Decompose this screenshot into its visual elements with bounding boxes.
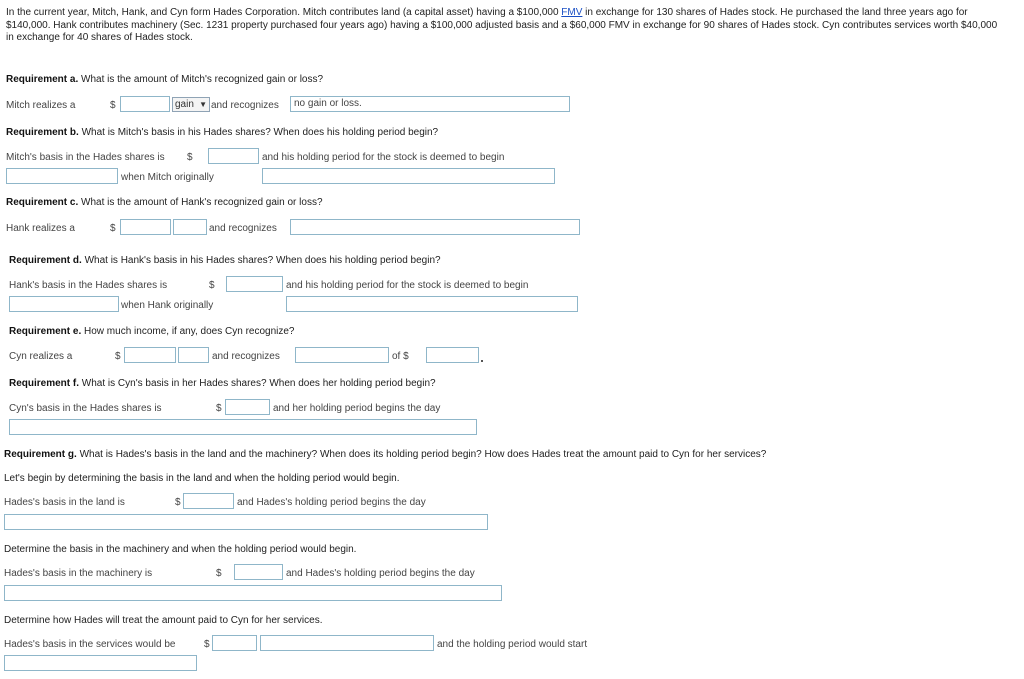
requirement-f-heading <box>9 378 436 389</box>
land-intro-text: Let's begin by determining the basis in the land and when the holding period would begin. <box>4 473 400 484</box>
fmv-link[interactable]: FMV <box>561 7 583 18</box>
dollar-sign: $ <box>115 351 121 362</box>
dollar-sign: $ <box>187 152 193 163</box>
cyn-realized-amount-input[interactable] <box>124 347 176 363</box>
chevron-down-icon: ▼ <box>199 100 207 109</box>
services-treatment-select[interactable] <box>260 635 434 651</box>
requirement-f-title: Requirement f. <box>9 378 80 389</box>
services-holding-label: and the holding period would start <box>437 639 588 650</box>
services-basis-label: Hades's basis in the services would be <box>4 639 176 650</box>
requirement-g-heading <box>4 449 766 460</box>
hank-recognized-input[interactable] <box>290 219 580 235</box>
machinery-basis-input[interactable] <box>234 564 283 580</box>
cyn-income-amount-input[interactable] <box>426 347 479 363</box>
requirement-c-heading <box>6 197 323 208</box>
requirement-d-heading <box>9 255 441 266</box>
requirement-e-heading <box>9 326 295 337</box>
hank-recognizes-label: and recognizes <box>209 223 277 234</box>
land-basis-label: Hades's basis in the land is <box>4 497 125 508</box>
requirement-d-title: Requirement d. <box>9 255 82 266</box>
cyn-holding-label: and her holding period begins the day <box>273 403 441 414</box>
requirement-g-question: What is Hades's basis in the land and the machinery? When does its holding period begin? How does Hades treat the amount paid to Cyn for her services? <box>76 449 767 460</box>
gain-loss-select[interactable] <box>172 97 210 112</box>
requirement-c-question: What is the amount of Hank's recognized gain or loss? <box>78 197 323 208</box>
cyn-income-select[interactable] <box>178 347 209 363</box>
hank-gain-loss-select[interactable] <box>173 219 207 235</box>
hank-when-label: when Hank originally <box>121 300 214 311</box>
problem-text-2: in exchange for 130 shares of Hades stock. He purchased the land three years ago for $140,000. Hank contributes machinery (Sec. 1231 property purchased four years ago) having a $100,000 adjusted basis and a $60,000 FMV in exchange for 90 shares of Hades stock. Cyn contributes services worth $40,000 in exchange for 40 shares of Hades stock. <box>6 7 998 43</box>
cyn-recognized-select[interactable] <box>295 347 389 363</box>
dollar-sign: $ <box>209 280 215 291</box>
cyn-of-label: of $ <box>392 351 409 362</box>
hank-basis-input[interactable] <box>226 276 283 292</box>
requirement-b-question: What is Mitch's basis in his Hades shares? When does his holding period begin? <box>78 127 439 138</box>
services-holding-input[interactable] <box>4 655 197 671</box>
mitch-realizes-label: Mitch realizes a <box>6 100 76 111</box>
machinery-holding-input[interactable] <box>4 585 502 601</box>
period-mark <box>481 360 483 362</box>
mitch-recognizes-label: and recognizes <box>211 100 279 111</box>
machinery-intro-text: Determine the basis in the machinery and when the holding period would begin. <box>4 544 357 555</box>
requirement-a-question: What is the amount of Mitch's recognized gain or loss? <box>78 74 324 85</box>
dollar-sign: $ <box>175 497 181 508</box>
requirement-c-title: Requirement c. <box>6 197 79 208</box>
requirement-a-title: Requirement a. <box>6 74 79 85</box>
requirement-a-heading <box>6 74 323 85</box>
hank-realized-amount-input[interactable] <box>120 219 171 235</box>
cyn-basis-label: Cyn's basis in the Hades shares is <box>9 403 162 414</box>
mitch-originally-input[interactable] <box>262 168 555 184</box>
cyn-holding-input[interactable] <box>9 419 477 435</box>
hank-basis-label: Hank's basis in the Hades shares is <box>9 280 168 291</box>
dollar-sign: $ <box>110 223 116 234</box>
mitch-holding-label: and his holding period for the stock is deemed to begin <box>262 152 505 163</box>
mitch-basis-label: Mitch's basis in the Hades shares is <box>6 152 165 163</box>
mitch-basis-input[interactable] <box>208 148 259 164</box>
dollar-sign: $ <box>216 568 222 579</box>
cyn-realizes-label: Cyn realizes a <box>9 351 73 362</box>
hank-holding-input[interactable] <box>9 296 119 312</box>
hank-originally-input[interactable] <box>286 296 578 312</box>
problem-text-1: In the current year, Mitch, Hank, and Cyn form Hades Corporation. Mitch contributes land (a capital asset) having a $100,000 <box>6 7 562 18</box>
cyn-basis-input[interactable] <box>225 399 270 415</box>
mitch-recognized-input[interactable]: no gain or loss. <box>290 96 570 112</box>
requirement-b-heading <box>6 127 438 138</box>
requirement-d-question: What is Hank's basis in his Hades shares? When does his holding period begin? <box>81 255 441 266</box>
requirement-e-question: How much income, if any, does Cyn recognize? <box>81 326 295 337</box>
dollar-sign: $ <box>216 403 222 414</box>
dollar-sign: $ <box>110 100 116 111</box>
land-holding-input[interactable] <box>4 514 488 530</box>
requirement-b-title: Requirement b. <box>6 127 79 138</box>
mitch-realized-amount-input[interactable] <box>120 96 170 112</box>
land-basis-input[interactable] <box>183 493 234 509</box>
problem-statement <box>6 7 1006 45</box>
hank-holding-label: and his holding period for the stock is deemed to begin <box>286 280 529 291</box>
requirement-e-title: Requirement e. <box>9 326 82 337</box>
dollar-sign: $ <box>204 639 210 650</box>
requirement-f-question: What is Cyn's basis in her Hades shares? When does her holding period begin? <box>79 378 436 389</box>
gain-loss-select-value: gain <box>175 99 194 110</box>
services-basis-input[interactable] <box>212 635 257 651</box>
land-holding-label: and Hades's holding period begins the day <box>237 497 426 508</box>
cyn-recognizes-label: and recognizes <box>212 351 280 362</box>
mitch-holding-input[interactable] <box>6 168 118 184</box>
requirement-g-title: Requirement g. <box>4 449 77 460</box>
mitch-when-label: when Mitch originally <box>121 172 214 183</box>
machinery-basis-label: Hades's basis in the machinery is <box>4 568 153 579</box>
machinery-holding-label: and Hades's holding period begins the day <box>286 568 475 579</box>
hank-realizes-label: Hank realizes a <box>6 223 75 234</box>
services-intro-text: Determine how Hades will treat the amount paid to Cyn for her services. <box>4 615 323 626</box>
